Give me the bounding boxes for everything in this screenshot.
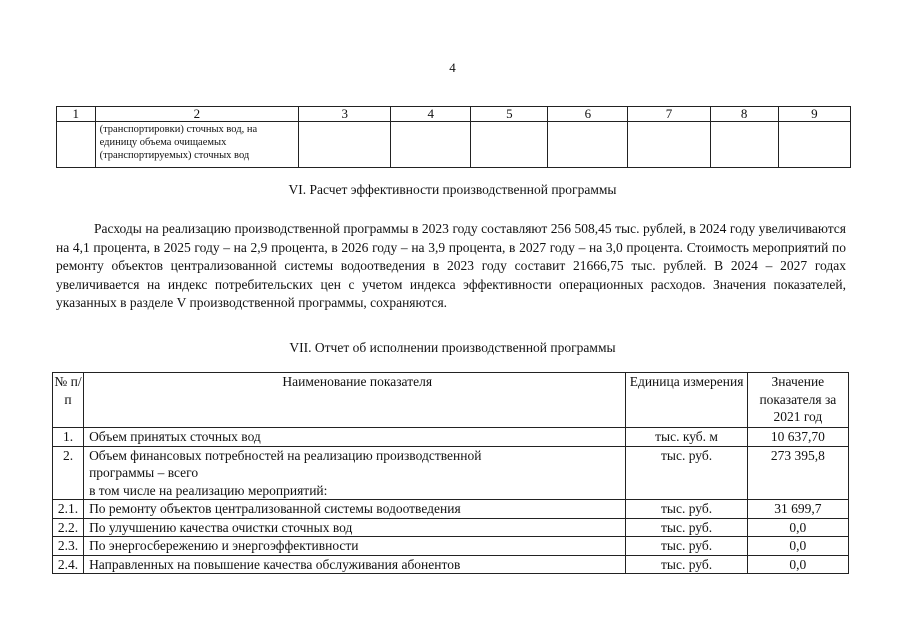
column-number-row [57, 107, 851, 122]
row-unit: тыс. руб. [626, 500, 747, 519]
header-value: Значение показателя за 2021 год [747, 373, 848, 428]
row-value: 273 395,8 [747, 446, 848, 500]
continuation-line: единицу объема очищаемых [99, 137, 227, 148]
row-unit: тыс. куб. м [626, 428, 747, 447]
col-number-cell: 7 [628, 107, 710, 122]
section-6-title: VI. Расчет эффективности производственной программы [288, 182, 617, 197]
row-value: 0,0 [747, 555, 848, 574]
continuation-text-cell [95, 122, 299, 168]
row-name: Объем принятых сточных вод [84, 428, 626, 447]
empty-cell [299, 122, 391, 168]
section-6-paragraph: Расходы на реализацию производственной программы в 2023 году составляют 256 508,45 тыс. рублей, в 2024 году увеличиваются на 4,1 процента, в 2025 году – на 2,9 процента, в 2026 году – на 3,9 процента, в 2027 году – на 3,0 процента. Стоимость мероприятий по ремонту объектов централизованной системы водоотведения в 2023 году составит 21666,75 тыс. рублей. В 2024 – 2027 годах увеличивается на индекс потребительских цен с учетом индекса эффективности операционных расходов. Значения показателей, указанных в разделе V производственной программы, сохраняются. [56, 221, 846, 310]
row-num: 1. [53, 428, 84, 447]
col-number-cell: 9 [778, 107, 850, 122]
col-number-cell: 8 [710, 107, 778, 122]
col-number-cell: 6 [548, 107, 628, 122]
row-num: 2. [53, 446, 84, 500]
table-row [53, 537, 849, 556]
col-number-cell: 5 [471, 107, 548, 122]
col-number-cell: 1 [57, 107, 96, 122]
col-number-cell: 2 [95, 107, 299, 122]
page-number: 4 [449, 60, 456, 75]
header-name: Наименование показателя [84, 373, 626, 428]
empty-cell [628, 122, 710, 168]
table-header-row [53, 373, 849, 428]
row-num: 2.1. [53, 500, 84, 519]
row-unit: тыс. руб. [626, 518, 747, 537]
empty-cell [57, 122, 96, 168]
row-num: 2.4. [53, 555, 84, 574]
row-name: По ремонту объектов централизованной системы водоотведения [84, 500, 626, 519]
row-name-cell [84, 446, 626, 500]
table-row [53, 555, 849, 574]
row-value: 0,0 [747, 518, 848, 537]
continuation-line: (транспортируемых) сточных вод [99, 150, 250, 161]
table-row [53, 446, 849, 500]
row-value: 10 637,70 [747, 428, 848, 447]
row-num: 2.3. [53, 537, 84, 556]
continuation-line: (транспортировки) сточных вод, на [99, 124, 258, 135]
header-unit: Единица измерения [626, 373, 747, 428]
row-subtext: в том числе на реализацию мероприятий: [89, 482, 328, 498]
row-name: Объем финансовых потребностей на реализацию производственной программы – всего [89, 447, 482, 480]
row-value: 0,0 [747, 537, 848, 556]
row-value: 31 699,7 [747, 500, 848, 519]
row-num: 2.2. [53, 518, 84, 537]
empty-cell [548, 122, 628, 168]
row-unit: тыс. руб. [626, 555, 747, 574]
empty-cell [391, 122, 471, 168]
row-unit: тыс. руб. [626, 446, 747, 500]
table-row [53, 500, 849, 519]
row-name: По энергосбережению и энергоэффективности [84, 537, 626, 556]
empty-cell [471, 122, 548, 168]
header-num: № п/п [53, 373, 84, 428]
row-unit: тыс. руб. [626, 537, 747, 556]
table-row [53, 518, 849, 537]
row-name: По улучшению качества очистки сточных вод [84, 518, 626, 537]
empty-cell [710, 122, 778, 168]
col-number-cell: 4 [391, 107, 471, 122]
empty-cell [778, 122, 850, 168]
row-name: Направленных на повышение качества обслуживания абонентов [84, 555, 626, 574]
indicators-table [52, 372, 849, 574]
continuation-row [57, 122, 851, 168]
table-row [53, 428, 849, 447]
section-7-title: VII. Отчет об исполнении производственной программы [289, 340, 616, 355]
col-number-cell: 3 [299, 107, 391, 122]
top-table-continuation [56, 106, 851, 168]
